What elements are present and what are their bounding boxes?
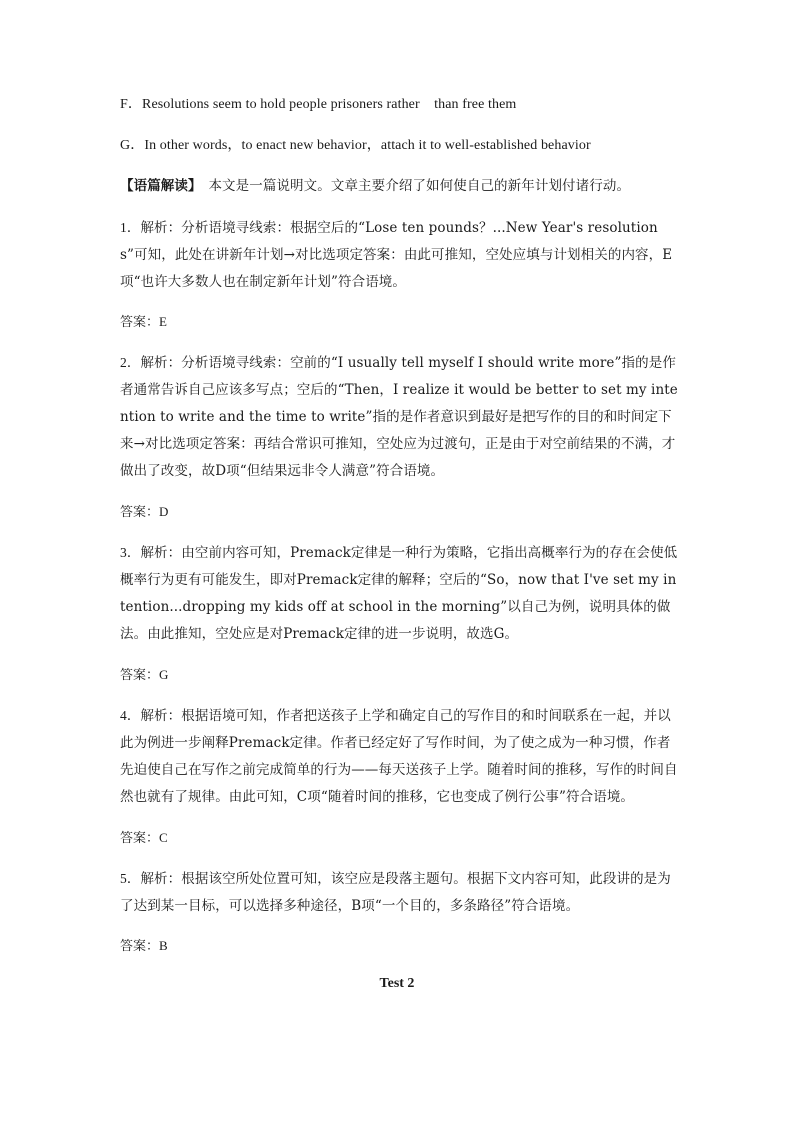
explanation-text: 根据语境可知，作者把送孩子上学和确定自己的写作目的和时间联系在一起，并以此为例进一步阐释Premack定律。作者已经定好了写作时间，为了使之成为一种习惯，作者先迫使自己在写作之前完成简单的行为——每天送孩子上学。随着时间的推移，写作的时间自然也就有了规律。由此可知，C项“随着时间的推移，它也变成了例行公事”符合语境。 — [120, 708, 678, 805]
item-number: 2． — [120, 355, 141, 370]
option-text: Resolutions seem to hold people prisoners rather than free them — [142, 97, 517, 112]
answer-5 — [120, 936, 168, 957]
explanation-item-4 — [120, 702, 680, 811]
overview-text: 本文是一篇说明文。文章主要介绍了如何使自己的新年计划付诸行动。 — [194, 178, 631, 194]
explanation-keyword: 解析： — [140, 545, 182, 561]
section-title: Test 2 — [379, 976, 415, 991]
explanation-item-5 — [120, 865, 680, 920]
option-label: F． — [120, 97, 142, 112]
explanation-text: 分析语境寻线索：根据空后的“Lose ten pounds？...New Year's resolutions”可知，此处在讲新年计划→对比选项定答案：由此可推知，空处应填与计划相关的内容，E项“也许大多数人也在制定新年计划”符合语境。 — [120, 220, 673, 290]
answer-label: 答案： — [120, 505, 160, 520]
explanation-text: 分析语境寻线索：空前的“I usually tell myself I should write more”指的是作者通常告诉自己应该多写点；空后的“Then，I realize it would be better to set my intention to write and the time to write”指的是作者意识到最好是把写作的目的和时间定下来→对比选项定答案：再结合常识可推知，空处应为过渡句，正是由于对空前结果的不满，才做出了改变，故D项“但结果远非令人满意”符合语境。 — [120, 355, 678, 479]
answer-3 — [120, 665, 168, 686]
item-number: 5． — [120, 871, 141, 886]
explanation-keyword: 解析： — [140, 355, 182, 371]
explanation-item-2 — [120, 349, 680, 485]
answer-1 — [120, 312, 167, 333]
answer-2 — [120, 502, 168, 523]
answer-value: B — [159, 938, 168, 953]
overview-label: 【语篇解读】 — [120, 178, 195, 194]
option-label: G． — [120, 138, 145, 153]
explanation-text: 根据该空所处位置可知，该空应是段落主题句。根据下文内容可知，此段讲的是为了达到某一目标，可以选择多种途径，B项“一个目的，多条路径”符合语境。 — [120, 871, 671, 914]
answer-label: 答案： — [120, 831, 160, 846]
answer-value: G — [159, 667, 169, 682]
answer-label: 答案： — [120, 939, 160, 954]
passage-overview — [120, 173, 680, 200]
answer-label: 答案： — [120, 315, 160, 330]
answer-4 — [120, 828, 168, 849]
explanation-item-3 — [120, 539, 680, 648]
item-number: 3． — [120, 545, 141, 560]
option-f — [120, 91, 680, 118]
explanation-keyword: 解析： — [140, 708, 182, 724]
answer-value: C — [159, 830, 168, 845]
answer-value: E — [159, 314, 167, 329]
explanation-item-1 — [120, 214, 680, 296]
item-number: 1． — [120, 220, 141, 235]
option-text: In other words，to enact new behavior，attach it to well-established behavior — [144, 138, 591, 153]
option-g — [120, 132, 680, 159]
explanation-text: 由空前内容可知，Premack定律是一种行为策略，它指出高概率行为的存在会使低概率行为更有可能发生，即对Premack定律的解释；空后的“So，now that I've set my intention...dropping my kids off at school in the morning”以自己为例，说明具体的做法。由此推知，空处应是对Premack定律的进一步说明，故选G。 — [120, 545, 678, 642]
item-number: 4． — [120, 708, 141, 723]
answer-label: 答案： — [120, 668, 160, 683]
explanation-keyword: 解析： — [140, 220, 182, 236]
answer-value: D — [159, 504, 169, 519]
explanation-keyword: 解析： — [140, 871, 182, 887]
